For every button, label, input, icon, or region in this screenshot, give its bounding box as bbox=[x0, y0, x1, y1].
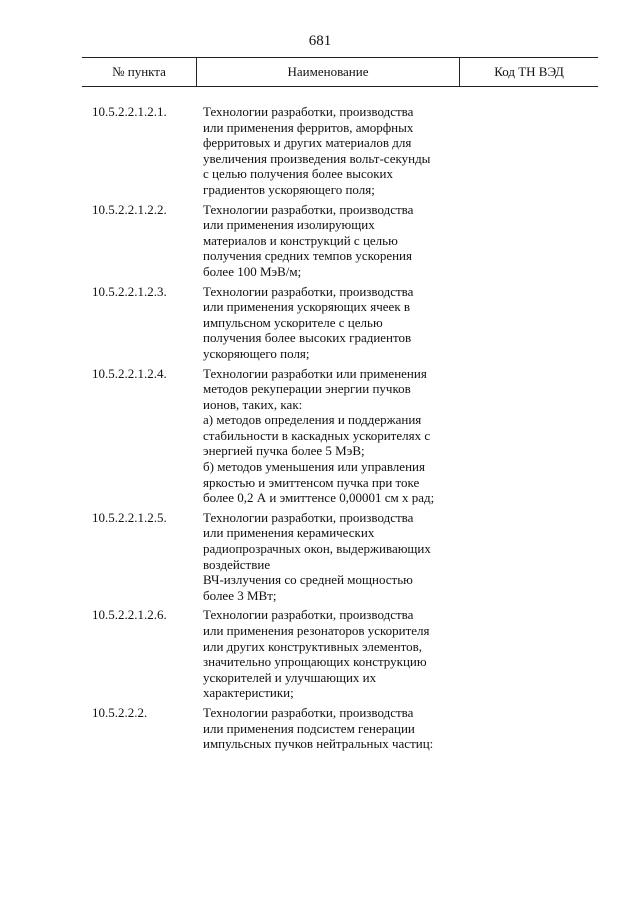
table-row bbox=[92, 202, 472, 280]
header-name-column: Наименование bbox=[196, 58, 460, 86]
item-number: 10.5.2.2.2. bbox=[92, 704, 148, 720]
table-header bbox=[82, 57, 598, 87]
table-row bbox=[92, 705, 472, 752]
header-code-column: Код ТН ВЭД bbox=[494, 64, 564, 79]
item-description: Технологии разработки, производства или применения изолирующих материалов и конструкций с целью получения средних темпов ускорения более 100 МэВ/м; bbox=[203, 201, 414, 279]
item-description: Технологии разработки или применения методов рекуперации энергии пучков ионов, таких, как: а) методов определения и поддержания стабильности в каскадных ускорителях с энергией пучка более 5 МэВ; б) методов уменьшения или управления яркостью и эмиттенсом пучка при токе более 0,2 А и эмиттенсе 0,00001 см х рад; bbox=[203, 365, 435, 506]
item-description: Технологии разработки, производства или применения ускоряющих ячеек в импульсном ускорителе с целью получения более высоких градиентов ускоряющего поля; bbox=[203, 283, 414, 361]
item-description: Технологии разработки, производства или применения керамических радиопрозрачных окон, выдерживающих воздействие ВЧ-излучения со средней мощностью более 3 МВт; bbox=[203, 509, 431, 603]
item-number: 10.5.2.2.1.2.1. bbox=[92, 104, 167, 119]
header-number-column: № пункта bbox=[112, 64, 166, 79]
item-number: 10.5.2.2.1.2.6. bbox=[92, 607, 167, 623]
item-number: 10.5.2.2.1.2.3. bbox=[92, 283, 167, 299]
item-number: 10.5.2.2.1.2.4. bbox=[92, 365, 167, 381]
item-description: Технологии разработки, производства или применения подсистем генерации импульсных пучков нейтральных частиц: bbox=[203, 704, 434, 752]
table-row bbox=[92, 284, 472, 362]
item-description: Технологии разработки, производства или применения ферритов, аморфных ферритовых и других материалов для увеличения произведения вольт-секунды с целью получения более высоких градиентов ускоряющего поля; bbox=[203, 104, 431, 197]
item-number: 10.5.2.2.1.2.2. bbox=[92, 201, 167, 217]
table-row bbox=[92, 104, 472, 198]
item-number: 10.5.2.2.1.2.5. bbox=[92, 509, 167, 525]
table-row bbox=[92, 510, 472, 604]
table-row bbox=[92, 607, 472, 701]
table-row bbox=[92, 366, 472, 506]
item-description: Технологии разработки, производства или применения резонаторов ускорителя или других конструктивных элементов, значительно упрощающих конструкцию ускорителей и улучшающих их характеристики; bbox=[203, 607, 430, 701]
page-number: 681 bbox=[308, 33, 332, 49]
table-body bbox=[92, 104, 472, 756]
